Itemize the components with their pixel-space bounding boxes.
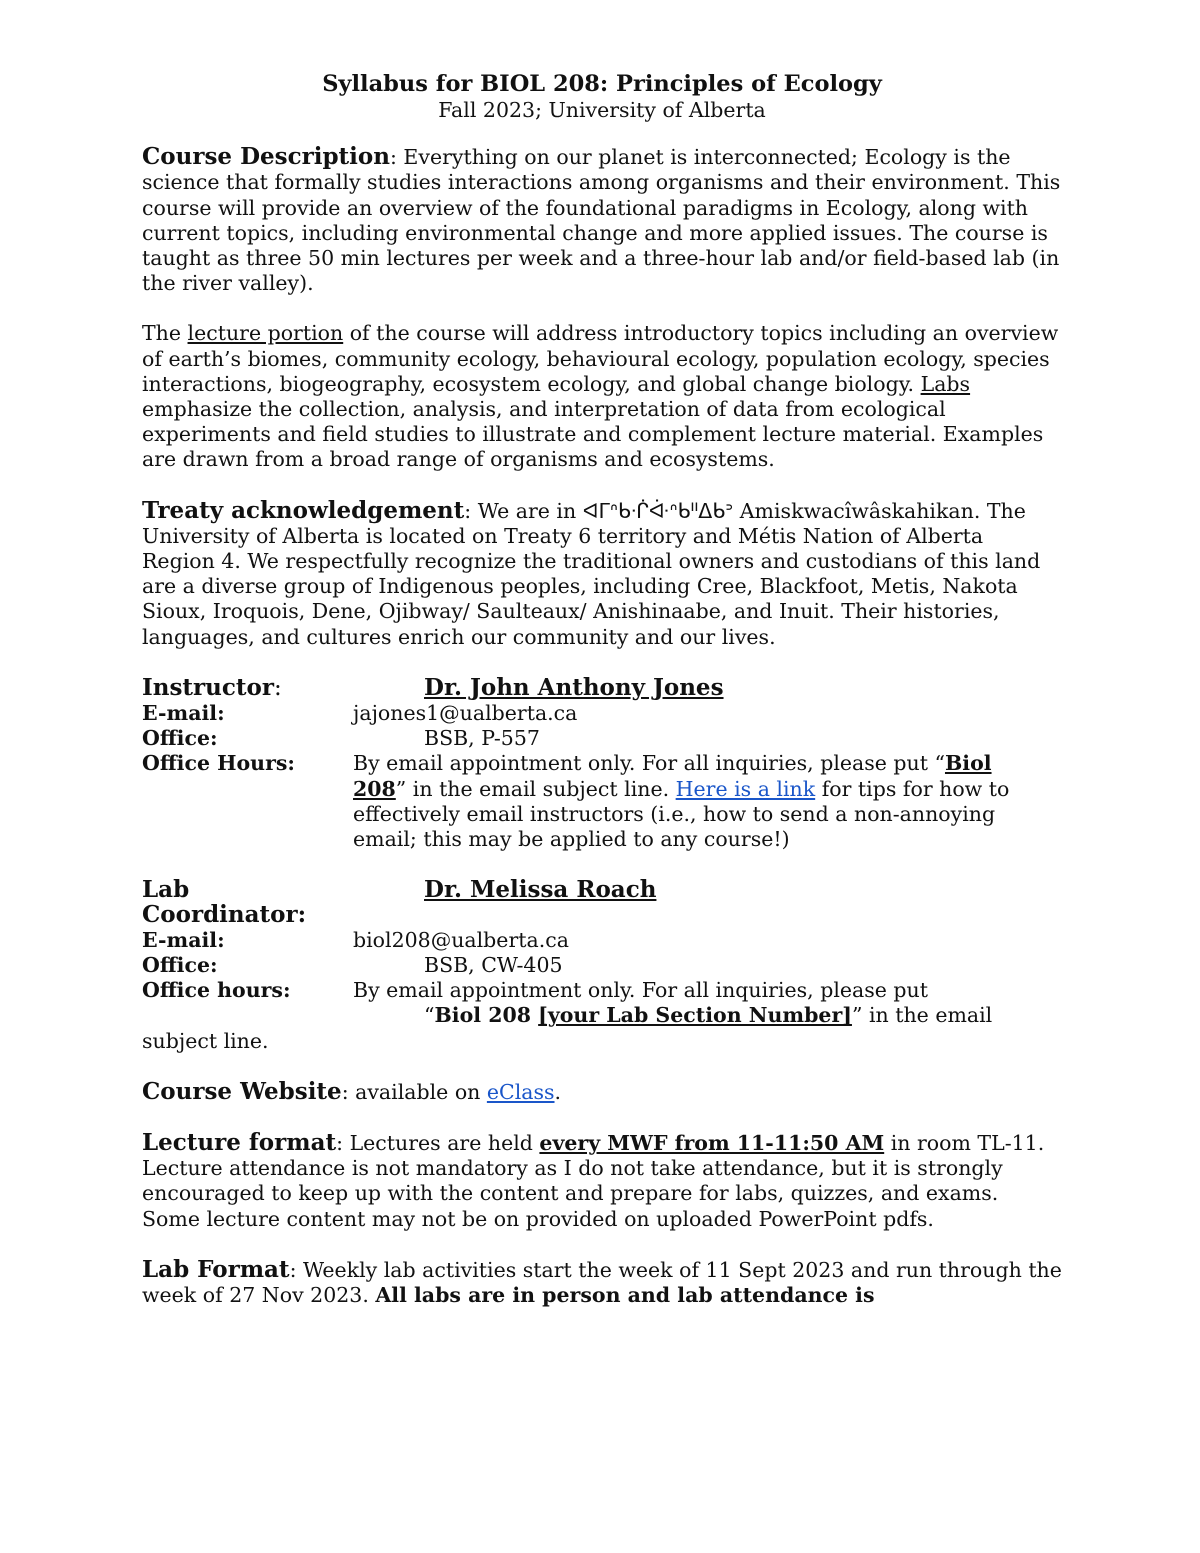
instructor-label: Instructor: (142, 673, 282, 701)
lab-coordinator-label: Lab Coordinator: (142, 876, 307, 929)
lab-hours-tail: subject line. (142, 1028, 269, 1053)
page-subtitle: Fall 2023; University of Alberta (438, 98, 766, 122)
instructor-hours-text: By email appointment only. For all inquiries, please put “Biol 208” in the email subject line. Here is a link for tips for how to effectively email instructors (i.e., how to send a non-annoying email; this may be applied to any course!) (353, 751, 1010, 852)
lab-email-label: E-mail: (142, 927, 225, 952)
lab-office-label: Office: (142, 952, 218, 977)
lab-format-heading: Lab Format (142, 1255, 290, 1283)
instructor-hours-label: Office Hours: (142, 751, 295, 776)
instructor-hours-row (142, 751, 1062, 852)
lab-attendance-note: All labs are in person and lab attendance is (375, 1282, 875, 1307)
lab-hours-row (142, 978, 1062, 1003)
lab-coordinator-block (142, 877, 1062, 1053)
lecture-portion-link: lecture portion (187, 321, 344, 346)
course-description-text: : Everything on our planet is interconnected; Ecology is the science that formally studies interactions among organisms and their environment. This course will provide an overview of the foundational paradigms in Ecology, along with current topics, including environmental change and more applied issues. The course is taught as three 50 min lectures per week and a three-hour lab and/or field-based lab (in the river valley). (142, 145, 1061, 296)
treaty-acknowledgement (142, 498, 1062, 650)
biol-208-subject: Biol 208 (353, 751, 992, 801)
labs-link: Labs (920, 371, 971, 396)
instructor-email[interactable]: jajones1@ualberta.ca (353, 701, 578, 726)
lab-hours-label: Office hours: (142, 978, 291, 1003)
lab-email[interactable]: biol208@ualberta.ca (353, 927, 569, 952)
document-content (142, 70, 1062, 1308)
instructor-name: Dr. John Anthony Jones (424, 673, 724, 701)
portion-text-mid: of the course will address introductory topics including an overview of earth’s biomes, community ecology, behavioural ecology, population ecology, species interactions, biogeography, ecosystem ecology, and global change biology. (142, 321, 1059, 396)
lab-email-row (142, 928, 1062, 953)
instructor-block (142, 675, 1062, 852)
instructor-office-label: Office: (142, 726, 218, 751)
course-portion-paragraph (142, 321, 1062, 472)
course-website: Course Website: available on eClass. (142, 1077, 562, 1105)
eclass-link[interactable]: eClass (486, 1079, 555, 1104)
course-description-heading: Course Description (142, 143, 390, 171)
lab-hours-line2: “Biol 208 [your Lab Section Number]” in the email (424, 1003, 993, 1028)
page-title: Syllabus for BIOL 208: Principles of Ecology (322, 71, 882, 97)
lab-section-number: [your Lab Section Number] (538, 1003, 852, 1028)
lecture-schedule: every MWF from 11-11:50 AM (539, 1130, 885, 1155)
lab-hours-line1: By email appointment only. For all inquiries, please put (353, 978, 928, 1003)
instructor-email-row (142, 701, 1062, 726)
lab-coordinator-name: Dr. Melissa Roach (424, 876, 657, 904)
instructor-row (142, 675, 1062, 701)
portion-text-pre: The (142, 321, 188, 346)
course-description (142, 144, 1062, 296)
email-tips-link[interactable]: Here is a link (675, 776, 816, 801)
portion-text-post: emphasize the collection, analysis, and interpretation of data from ecological experiments and field studies to illustrate and complement lecture material. Examples are drawn from a broad range of organisms and ecosystems. (142, 397, 1044, 472)
treaty-text: : We are in ᐊᒥᐢᑲᐧᒌᐚᐢᑲᐦᐃᑲᐣ Amiskwacîwâskahikan. The University of Alberta is located on Treaty 6 territory and Métis Nation of Alberta Region 4. We respectfully recognize the traditional owners and custodians of this land are a diverse group of Indigenous peoples, including Cree, Blackfoot, Metis, Nakota Sioux, Iroquois, Dene, Ojibway/ Saulteaux/ Anishinaabe, and Inuit. Their histories, languages, and cultures enrich our community and our lives. (142, 498, 1041, 649)
instructor-office-row (142, 726, 1062, 751)
course-website-heading: Course Website (142, 1077, 342, 1105)
lecture-format: Lecture format: Lectures are held every MWF from 11-11:50 AM in room TL-11. Lecture attendance is not mandatory as I do not take attendance, but it is strongly encouraged to keep up with the content and prepare for labs, quizzes, and exams. Some lecture content may not be on provided on uploaded PowerPoint pdfs. (142, 1128, 1045, 1231)
treaty-heading: Treaty acknowledgement (142, 496, 465, 524)
lab-office: BSB, CW-405 (424, 952, 563, 977)
instructor-email-label: E-mail: (142, 701, 225, 726)
lecture-format-heading: Lecture format (142, 1128, 337, 1156)
instructor-office: BSB, P-557 (424, 726, 540, 751)
lab-format: Lab Format: Weekly lab activities start the week of 11 Sept 2023 and run through the week of 27 Nov 2023. All labs are in person and lab attendance is (142, 1255, 1062, 1307)
lab-office-row (142, 953, 1062, 978)
lab-coordinator-row (142, 877, 1062, 927)
